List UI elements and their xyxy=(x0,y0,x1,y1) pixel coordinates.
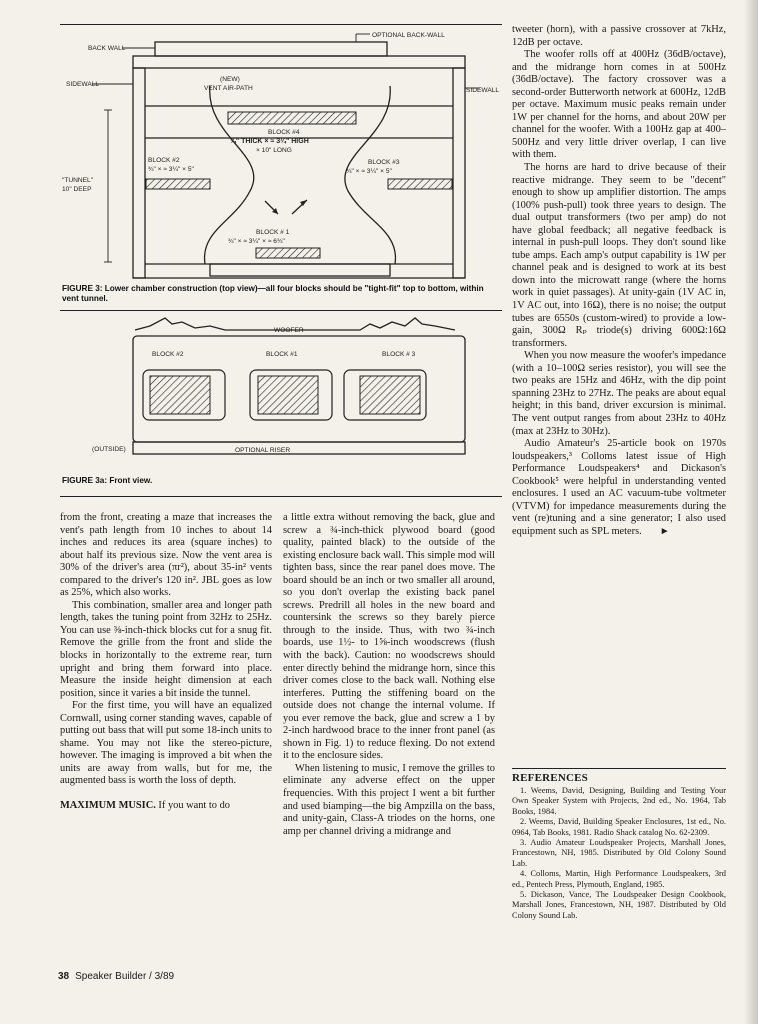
label-front-block3: BLOCK # 3 xyxy=(382,351,416,358)
label-sidewall-left: SIDEWALL xyxy=(66,81,100,88)
label-block2-dims: ¾" × ≈ 3¼" × 5" xyxy=(148,166,194,173)
label-woofer: WOOFER xyxy=(274,327,304,334)
block-1 xyxy=(256,248,320,258)
col2-paragraph-1: a little extra without removing the back, glue and screw a ¾-inch-thick plywood board (good quality, painted black) to the outside of the existing enclosure back wall. This simple mod will tighten bass, since the rear panel does move. The board should be an inch or two smaller all around, so you don't overlap the existing back panel screws. Predrill all holes in the new board and countersink the screws so they barely pierce through to the inside. Thus, with two ¾-inch boards, use 1½- to 1⅝-inch woodscrews (flush with the back). Caution: no woodscrews should enter directly behind the midrange horn, since this driver comes close to the back wall. Nothing else interferes. Putting the stiffening board on the outside does not change the internal volume. If you ever remove the back, glue and screw a 1 by 2-inch hardwood brace to the inner front panel (as shown in Fig. 1) to reduce flexing. Do not extend it to the enclosure sides. xyxy=(283,512,495,762)
col2-paragraph-2: When listening to music, I remove the grilles to eliminate any adverse effect on the upper frequencies. With this project I went a bit further and used biamping—the big Ampzilla on the bass, and unity-gain, Class-A triodes on the horns, one amp per channel driving a midrange and xyxy=(283,762,495,837)
front-block-2 xyxy=(150,376,210,414)
left-sidewall xyxy=(133,68,145,278)
figure-divider xyxy=(60,310,502,311)
col3-paragraph-3: The horns are hard to drive because of their reactive midrange. They seem to be "decent" enough to show up amplifier distortion. The amps (100% push-pull) took three years to design. The dual output transformers (two per amp) do not have global feedback; all negative feedback is internal in push-pull loops. They don't sound like tube amps. Each amp's output capability is 1W per channel peak and is designed to work at its best down into the microwatt range (where the horns work in quiet passages). At unity-gain (1V AC in, 1V AC out, into 16Ω), there is no noise; the output tubes are 6550s (custom-wired) to provide a low-gain, 300Ω Rₚ triode(s) driving 600Ω:16Ω transformers. xyxy=(512,162,726,349)
label-front-block1: BLOCK #1 xyxy=(266,351,298,358)
page-number: 38 xyxy=(58,971,70,982)
references-list xyxy=(512,786,726,921)
reference-item: 2. Weems, David, Building Speaker Enclosures, 1st ed., No. 0964, Tab Books, 1981. Radio Shack catalog No. 62-2309. xyxy=(512,817,726,837)
publication-name: Speaker Builder / 3/89 xyxy=(75,971,175,982)
figure-3-drawing xyxy=(60,26,502,280)
figure-3a-drawing xyxy=(60,312,502,462)
col3-paragraph-1: tweeter (horn), with a passive crossover at 7kHz, 12dB per octave. xyxy=(512,24,726,48)
article-column-3 xyxy=(512,24,726,538)
reference-item: 5. Dickason, Vance, The Loudspeaker Design Cookbook, Marshall Jones, Francestown, NH, 1987. Distributed by Old Colony Sound Lab. xyxy=(512,890,726,920)
page-edge-shadow xyxy=(744,0,758,1024)
right-sidewall xyxy=(453,68,465,278)
col3-paragraph-2: The woofer rolls off at 400Hz (36dB/octave), and the midrange horn comes in at 500Hz (36dB/octave). The factory crossover was a second-order Butterworth network at 600Hz, 12dB per octave. Maximum music peaks remain under 1W per channel for the horns, and about 20W per channel for the woofer. With a 100Hz gap at 400–500Hz and very little driver overlap, I can live with them. xyxy=(512,49,726,161)
col1-paragraph-4 xyxy=(60,800,272,813)
label-optional-riser: OPTIONAL RISER xyxy=(235,447,291,454)
block-3 xyxy=(388,179,452,189)
label-block4-name: BLOCK #4 xyxy=(268,129,300,136)
label-vent-air-path: VENT AIR-PATH xyxy=(204,85,253,92)
front-block-3 xyxy=(360,376,420,414)
col3-paragraph-5-text: Audio Amateur's 25-article book on 1970s loudspeakers,³ Colloms latest issue of High Performance Loudspeakers⁴ and Dickason's Cookbook⁵ were helpful in understanding vented enclosures. I used an AC vacuum-tube voltmeter (VTVM) for impedance measurements during the vent (re)tuning and a sine generator; I also used equipment such as SPL meters. xyxy=(512,438,726,537)
label-block1-name: BLOCK # 1 xyxy=(256,229,290,236)
label-new: (NEW) xyxy=(220,76,240,83)
label-block1-dims: ¾" × ≈ 3¼" × ≈ 6¾" xyxy=(228,238,285,245)
end-of-article-icon: ► xyxy=(659,525,670,537)
label-optional-back-wall: OPTIONAL BACK-WALL xyxy=(372,32,445,39)
block-4 xyxy=(228,112,356,124)
article-column-1 xyxy=(60,512,272,813)
label-back-wall: BACK WALL xyxy=(88,45,126,52)
front-block-1 xyxy=(258,376,318,414)
col1-paragraph-3: For the first time, you will have an equalized Cornwall, using corner standing waves, capable of putting out bass that will put some 18-inch units to shame. You may not like the stereo-picture, however. The imaging is improved a bit when the units are away from walls, but for me, the augmented bass is worth the loss of depth. xyxy=(60,700,272,787)
label-block4-dims1: ¾" THICK × ≈ 3¼" HIGH xyxy=(230,138,309,145)
col1-paragraph-4-text: If you want to do xyxy=(158,800,230,812)
label-front-block2: BLOCK #2 xyxy=(152,351,184,358)
top-rule xyxy=(60,24,502,25)
label-block3-name: BLOCK #3 xyxy=(368,159,400,166)
body-top-rule xyxy=(60,496,502,497)
label-outside: (OUTSIDE) xyxy=(92,446,126,453)
block-2 xyxy=(146,179,210,189)
label-block4-dims2: × 10" LONG xyxy=(256,147,292,154)
col1-paragraph-1: from the front, creating a maze that increases the vent's path length from 10 inches to about 14 inches and reduces its area (square inches) to about half its previous size. Now the vent area is 30% of the driver's area (πr²), about 35-in² vents compared to the driver's 120 in². JBL goes as low as 25%, which also works. xyxy=(60,512,272,599)
label-tunnel: "TUNNEL" xyxy=(62,177,94,184)
references-title: REFERENCES xyxy=(512,768,726,784)
col3-paragraph-5 xyxy=(512,438,726,538)
figure-3a xyxy=(60,312,502,462)
subhead-maximum-music: MAXIMUM MUSIC. xyxy=(60,800,156,812)
label-sidewall-right: SIDEWALL xyxy=(466,87,500,94)
figure-3-caption: FIGURE 3: Lower chamber construction (top view)—all four blocks should be "tight-fit" top to bottom, within vent tunnel. xyxy=(62,284,484,303)
label-block2-name: BLOCK #2 xyxy=(148,157,180,164)
reference-item: 3. Audio Amateur Loudspeaker Projects, Marshall Jones, Francestown, NH, 1985. Distributed by Old Colony Sound Lab. xyxy=(512,838,726,868)
reference-item: 4. Colloms, Martin, High Performance Loudspeakers, 3rd ed., Pentech Press, Plymouth, England, 1985. xyxy=(512,869,726,889)
reference-item: 1. Weems, David, Designing, Building and Testing Your Own Speaker System with Projects, 2nd ed., No. 1964, Tab Books, 1984. xyxy=(512,786,726,816)
optional-riser xyxy=(133,442,465,454)
article-column-2 xyxy=(283,512,495,838)
optional-back-wall xyxy=(155,42,387,56)
figure-3a-caption: FIGURE 3a: Front view. xyxy=(62,476,153,485)
label-tunnel-depth: 10" DEEP xyxy=(62,186,92,193)
back-wall xyxy=(133,56,465,68)
col3-paragraph-4: When you now measure the woofer's impedance (with a 10–100Ω series resistor), you will see the two peaks are 15Hz and 46Hz, with the dip point spanning 23Hz to 27Hz. The peaks are about equal height; in this band, driver excursion is minimal. The vent output ranges from about 23Hz to 40Hz (max at 23Hz to 30Hz). xyxy=(512,350,726,437)
page-footer xyxy=(58,971,174,982)
label-block3-dims: ¾" × ≈ 3¼" × 5" xyxy=(346,168,392,175)
figure-3 xyxy=(60,26,502,280)
col1-paragraph-2: This combination, smaller area and longer path length, takes the tuning point from 32Hz to 25Hz. You can use ⅜-inch-thick blocks cut for a snug fit. Remove the grille from the front and slide the blocks in horizontally to the extreme rear, turn upright and bring them forward into place. Measure the inside height dimension at each position, since it varies a bit inside the tunnel. xyxy=(60,599,272,699)
